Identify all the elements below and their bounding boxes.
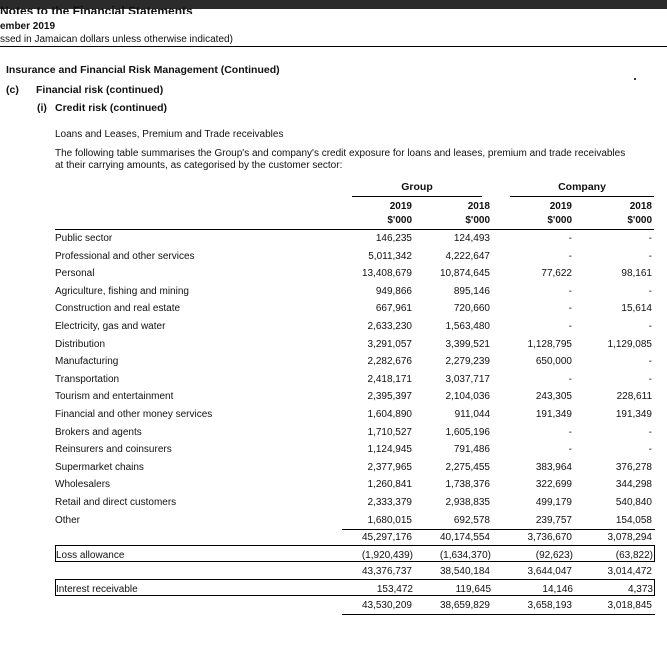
row-label: Manufacturing xyxy=(55,356,119,367)
cell-value: 540,840 xyxy=(615,497,652,508)
cell-value: 243,305 xyxy=(535,391,572,402)
cell-value: - xyxy=(648,321,652,332)
cell-value: 1,738,376 xyxy=(445,479,490,490)
group-column-header: Group xyxy=(401,181,433,193)
cell-value: 2,395,397 xyxy=(367,391,412,402)
subsubsection-title: Credit risk (continued) xyxy=(55,102,168,114)
row-label: Electricity, gas and water xyxy=(55,321,166,332)
row-label: Transportation xyxy=(55,374,120,385)
cell-value: 239,757 xyxy=(535,515,572,526)
cell-value: 2,418,171 xyxy=(367,374,412,385)
cell-value: 383,964 xyxy=(535,462,572,473)
cell-value: 1,710,527 xyxy=(367,427,412,438)
table-row xyxy=(55,247,655,264)
cell-value: - xyxy=(648,444,652,455)
cell-value: 3,018,845 xyxy=(607,600,652,611)
cell-value: (1,920,439) xyxy=(361,550,413,561)
cell-value: (92,623) xyxy=(535,550,573,561)
table-row xyxy=(55,440,655,457)
cell-value: 499,179 xyxy=(535,497,572,508)
header-rule xyxy=(0,46,667,47)
row-label: Retail and direct customers xyxy=(55,497,177,508)
cell-value: 77,622 xyxy=(541,268,572,279)
cell-value: 911,044 xyxy=(454,409,490,420)
row-label: Financial and other money services xyxy=(55,409,213,420)
cell-value: 13,408,679 xyxy=(361,268,412,279)
paragraph-line-1: The following table summarises the Group's and company's credit exposure for loans and leases, premium and trade receivables xyxy=(55,148,626,159)
col-unit: $'000 xyxy=(387,215,412,226)
cell-value: 15,614 xyxy=(621,303,652,314)
cell-value: 43,376,737 xyxy=(361,566,412,577)
cell-value: - xyxy=(568,286,572,297)
cell-value: - xyxy=(568,251,572,262)
cell-value: 1,604,890 xyxy=(367,409,412,420)
row-label: Brokers and agents xyxy=(55,427,142,438)
cell-value: 119,645 xyxy=(455,584,491,595)
group-header-rule xyxy=(352,196,482,197)
cell-value: 3,658,193 xyxy=(527,600,572,611)
cell-value: 45,297,176 xyxy=(361,532,412,543)
row-label: Distribution xyxy=(55,339,106,350)
col-year-group-2018: 2018 xyxy=(467,201,490,212)
total-row xyxy=(55,596,655,613)
row-label: Reinsurers and coinsurers xyxy=(55,444,172,455)
cell-value: 154,058 xyxy=(615,515,652,526)
cell-value: 2,282,676 xyxy=(367,356,412,367)
table-row xyxy=(55,370,655,387)
row-label: Wholesalers xyxy=(55,479,111,490)
cell-value: - xyxy=(568,303,572,314)
cell-value: 40,174,554 xyxy=(439,532,490,543)
table-row xyxy=(55,405,655,422)
table-row xyxy=(55,264,655,281)
row-label: Construction and real estate xyxy=(55,303,181,314)
net-row xyxy=(55,562,655,579)
row-label: Tourism and entertainment xyxy=(55,391,174,402)
cell-value: 2,377,965 xyxy=(367,462,412,473)
cell-value: 5,011,342 xyxy=(368,251,412,262)
cell-value: 146,235 xyxy=(375,233,412,244)
table-row xyxy=(55,475,655,492)
cell-value: 2,275,455 xyxy=(445,462,490,473)
row-label: Other xyxy=(55,515,81,526)
page-header-note: ssed in Jamaican dollars unless otherwise indicated) xyxy=(0,34,233,45)
interest-receivable-row xyxy=(55,579,655,596)
table-row xyxy=(55,317,655,334)
cell-value: - xyxy=(648,286,652,297)
cell-value: 3,644,047 xyxy=(527,566,572,577)
page-header-title: Notes to the Financial Statements xyxy=(0,6,193,14)
row-label: Interest receivable xyxy=(56,584,138,595)
cell-value: 2,279,239 xyxy=(445,356,490,367)
cell-value: 43,530,209 xyxy=(361,600,412,611)
col-unit: $'000 xyxy=(465,215,490,226)
paragraph-heading: Loans and Leases, Premium and Trade receivables xyxy=(55,129,284,140)
cell-value: - xyxy=(648,427,652,438)
col-unit: $'000 xyxy=(547,215,572,226)
cell-value: 1,605,196 xyxy=(445,427,490,438)
page-header-date: ember 2019 xyxy=(0,21,56,32)
cell-value: 3,736,670 xyxy=(527,532,572,543)
row-label: Agriculture, fishing and mining xyxy=(55,286,189,297)
cell-value: 3,291,057 xyxy=(367,339,412,350)
cell-value: 3,014,472 xyxy=(607,566,652,577)
table-row xyxy=(55,423,655,440)
cell-value: (1,634,370) xyxy=(439,550,491,561)
cell-value: 650,000 xyxy=(535,356,572,367)
table-row xyxy=(55,511,655,528)
cell-value: 2,104,036 xyxy=(445,391,490,402)
table-row xyxy=(55,282,655,299)
cell-value: 2,633,230 xyxy=(367,321,412,332)
row-label: Supermarket chains xyxy=(55,462,144,473)
col-unit: $'000 xyxy=(627,215,652,226)
cell-value: - xyxy=(568,444,572,455)
cell-value: - xyxy=(648,356,652,367)
row-label: Public sector xyxy=(55,233,113,244)
cell-value: (63,822) xyxy=(615,550,653,561)
cell-value: 895,146 xyxy=(453,286,490,297)
cell-value: 2,938,835 xyxy=(445,497,490,508)
cell-value: 98,161 xyxy=(621,268,652,279)
subsubsection-marker: (i) xyxy=(37,102,47,114)
col-year-group-2019: 2019 xyxy=(389,201,412,212)
cell-value: 191,349 xyxy=(535,409,572,420)
cell-value: 791,486 xyxy=(453,444,490,455)
cell-value: 1,129,085 xyxy=(607,339,652,350)
cell-value: 1,124,945 xyxy=(367,444,412,455)
cell-value: 124,493 xyxy=(453,233,490,244)
cell-value: - xyxy=(568,233,572,244)
cell-value: 1,680,015 xyxy=(367,515,412,526)
cell-value: - xyxy=(648,233,652,244)
cell-value: 3,078,294 xyxy=(607,532,652,543)
total-rule xyxy=(342,614,655,615)
cell-value: 191,349 xyxy=(615,409,652,420)
loss-allowance-row xyxy=(55,545,655,562)
row-label: Professional and other services xyxy=(55,251,195,262)
cell-value: 720,660 xyxy=(453,303,490,314)
cell-value: 2,333,379 xyxy=(367,497,412,508)
cell-value: - xyxy=(648,251,652,262)
cell-value: 949,866 xyxy=(375,286,412,297)
cell-value: 667,961 xyxy=(375,303,412,314)
cell-value: - xyxy=(568,427,572,438)
cell-value: 1,128,795 xyxy=(527,339,572,350)
cell-value: 322,699 xyxy=(535,479,572,490)
speck-dot xyxy=(634,78,636,80)
paragraph-line-2: at their carrying amounts, as categorised by the customer sector: xyxy=(55,160,343,171)
cell-value: 10,874,645 xyxy=(439,268,490,279)
cell-value: 14,146 xyxy=(542,584,573,595)
subsection-marker: (c) xyxy=(6,84,19,96)
cell-value: 38,540,184 xyxy=(439,566,490,577)
cell-value: 344,298 xyxy=(615,479,652,490)
company-column-header: Company xyxy=(558,181,606,193)
cell-value: 376,278 xyxy=(615,462,652,473)
cell-value: - xyxy=(568,321,572,332)
table-row xyxy=(55,458,655,475)
table-row xyxy=(55,352,655,369)
table-row xyxy=(55,387,655,404)
col-year-company-2018: 2018 xyxy=(629,201,652,212)
cell-value: 1,260,841 xyxy=(367,479,412,490)
cell-value: 1,563,480 xyxy=(445,321,490,332)
cell-value: 4,222,647 xyxy=(445,251,490,262)
cell-value: - xyxy=(568,374,572,385)
row-label: Loss allowance xyxy=(56,550,125,561)
cell-value: 228,611 xyxy=(616,391,652,402)
cell-value: - xyxy=(648,374,652,385)
table-row xyxy=(55,229,655,246)
col-year-company-2019: 2019 xyxy=(549,201,572,212)
cell-value: 4,373 xyxy=(627,584,653,595)
table-row xyxy=(55,299,655,316)
table-row xyxy=(55,335,655,352)
section-title: Insurance and Financial Risk Management (Continued) xyxy=(6,64,280,76)
cell-value: 38,659,829 xyxy=(439,600,490,611)
table-row xyxy=(55,493,655,510)
cell-value: 153,472 xyxy=(376,584,413,595)
row-label: Personal xyxy=(55,268,95,279)
subtotal-row xyxy=(55,528,655,545)
subsection-title: Financial risk (continued) xyxy=(36,84,164,96)
company-header-rule xyxy=(510,196,654,197)
cell-value: 692,578 xyxy=(453,515,490,526)
cell-value: 3,037,717 xyxy=(445,374,490,385)
cell-value: 3,399,521 xyxy=(445,339,490,350)
